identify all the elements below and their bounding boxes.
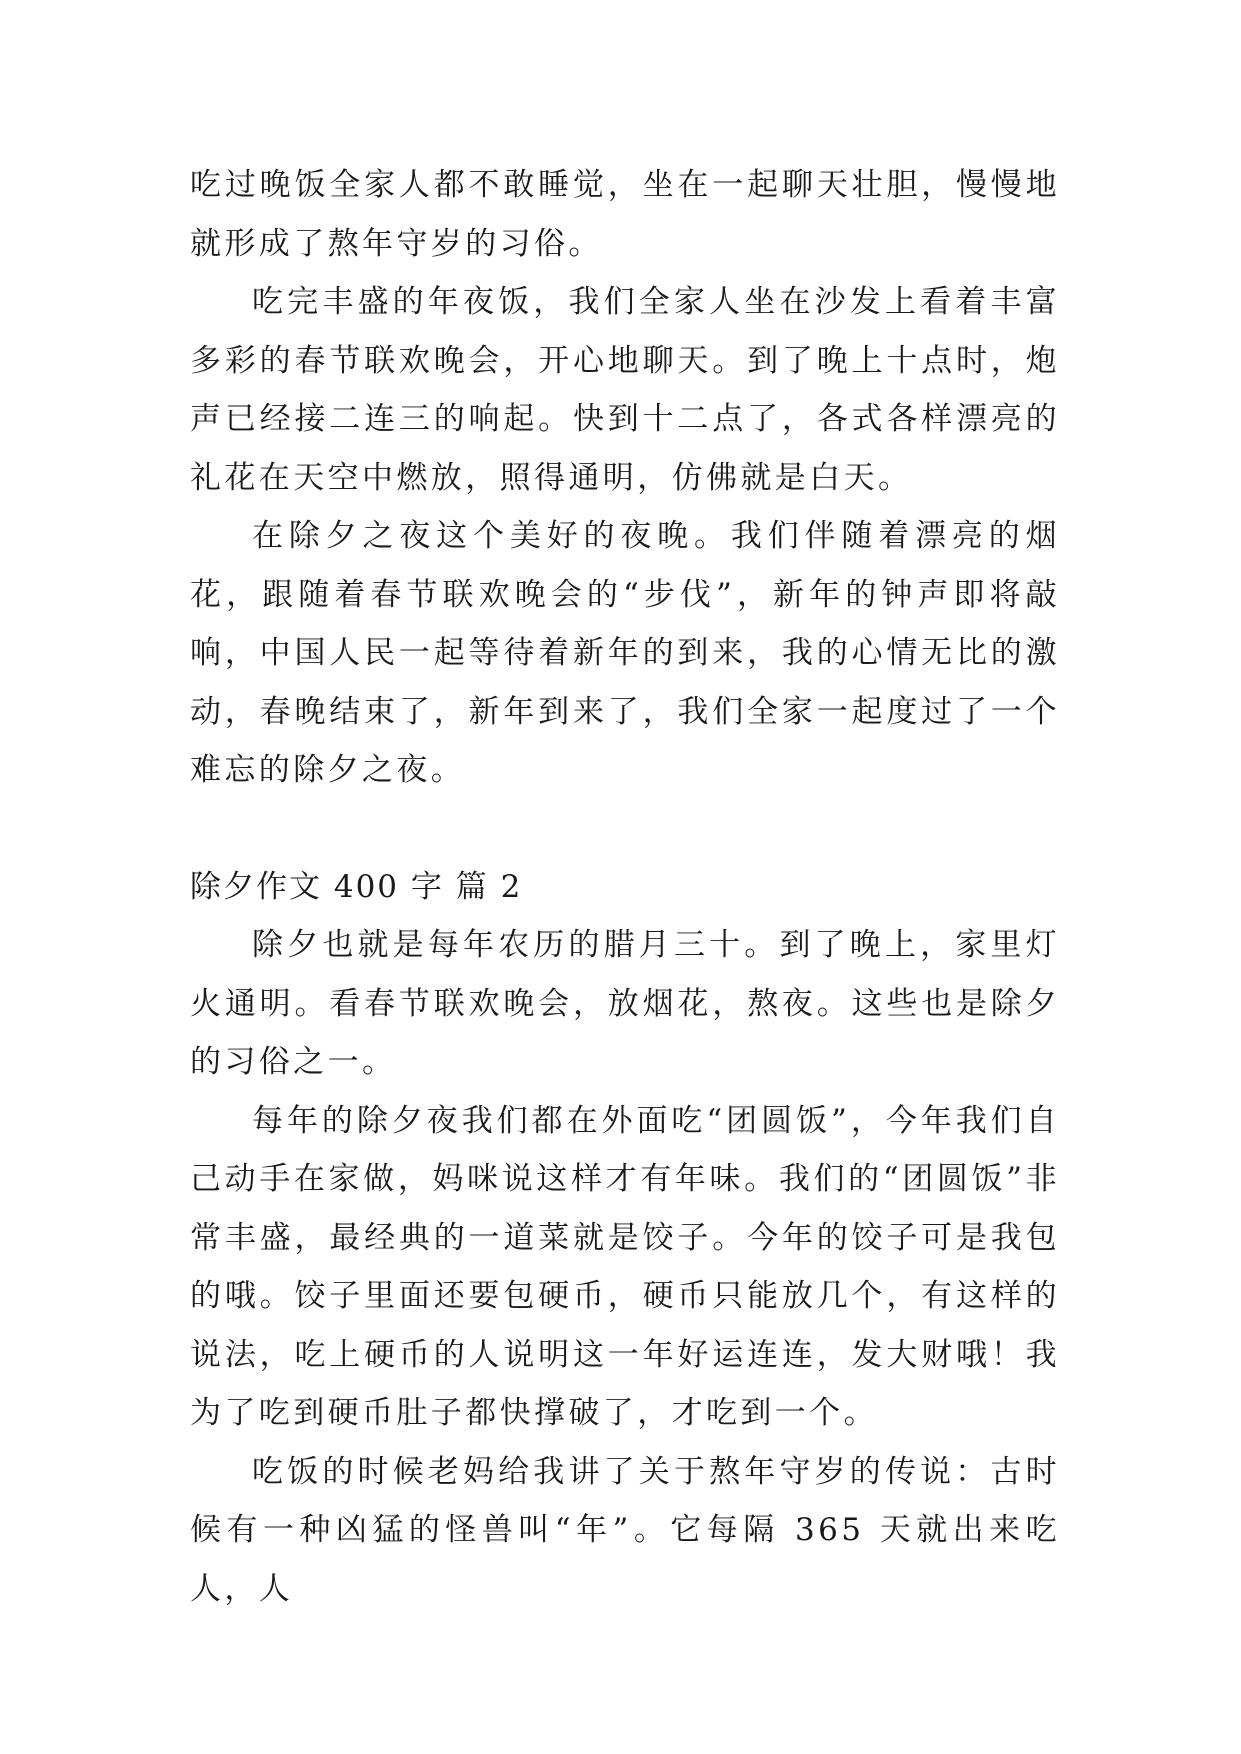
paragraph-reunion-dinner: 每年的除夕夜我们都在外面吃“团圆饭”，今年我们自己动手在家做，妈咪说这样才有年味。我们的“团圆饭”非常丰盛，最经典的一道菜就是饺子。今年的饺子可是我包的哦。饺子里面还要包硬币，硬币只能放几个，有这样的说法，吃上硬币的人说明这一年好运连连，发大财哦！我为了吃到硬币肚子都快撑破了，才吃到一个。 — [190, 1102, 1060, 1431]
document-page — [190, 156, 1060, 1618]
section-title: 除夕作文 400 字 篇 2 — [190, 868, 523, 905]
paragraph-continued: 吃过晚饭全家人都不敢睡觉，坐在一起聊天壮胆，慢慢地就形成了熬年守岁的习俗。 — [190, 167, 1060, 262]
paragraph-legend: 吃饭的时候老妈给我讲了关于熬年守岁的传说：古时候有一种凶猛的怪兽叫“年”。它每隔 365 天就出来吃人，人 — [190, 1453, 1060, 1607]
paragraph-customs: 除夕也就是每年农历的腊月三十。到了晚上，家里灯火通明。看春节联欢晚会，放烟花，熬夜。这些也是除夕的习俗之一。 — [190, 927, 1060, 1080]
paragraph-new-year-eve-night: 在除夕之夜这个美好的夜晚。我们伴随着漂亮的烟花，跟随着春节联欢晚会的“步伐”，新年的钟声即将敲响，中国人民一起等待着新年的到来，我的心情无比的激动，春晚结束了，新年到来了，我们全家一起度过了一个难忘的除夕之夜。 — [190, 518, 1060, 788]
paragraph-new-year-eve-dinner: 吃完丰盛的年夜饭，我们全家人坐在沙发上看着丰富多彩的春节联欢晚会，开心地聊天。到了晚上十点时，炮声已经接二连三的响起。快到十二点了，各式各样漂亮的礼花在天空中燃放，照得通明，仿佛就是白天。 — [190, 284, 1060, 496]
section-spacer — [190, 800, 1060, 858]
